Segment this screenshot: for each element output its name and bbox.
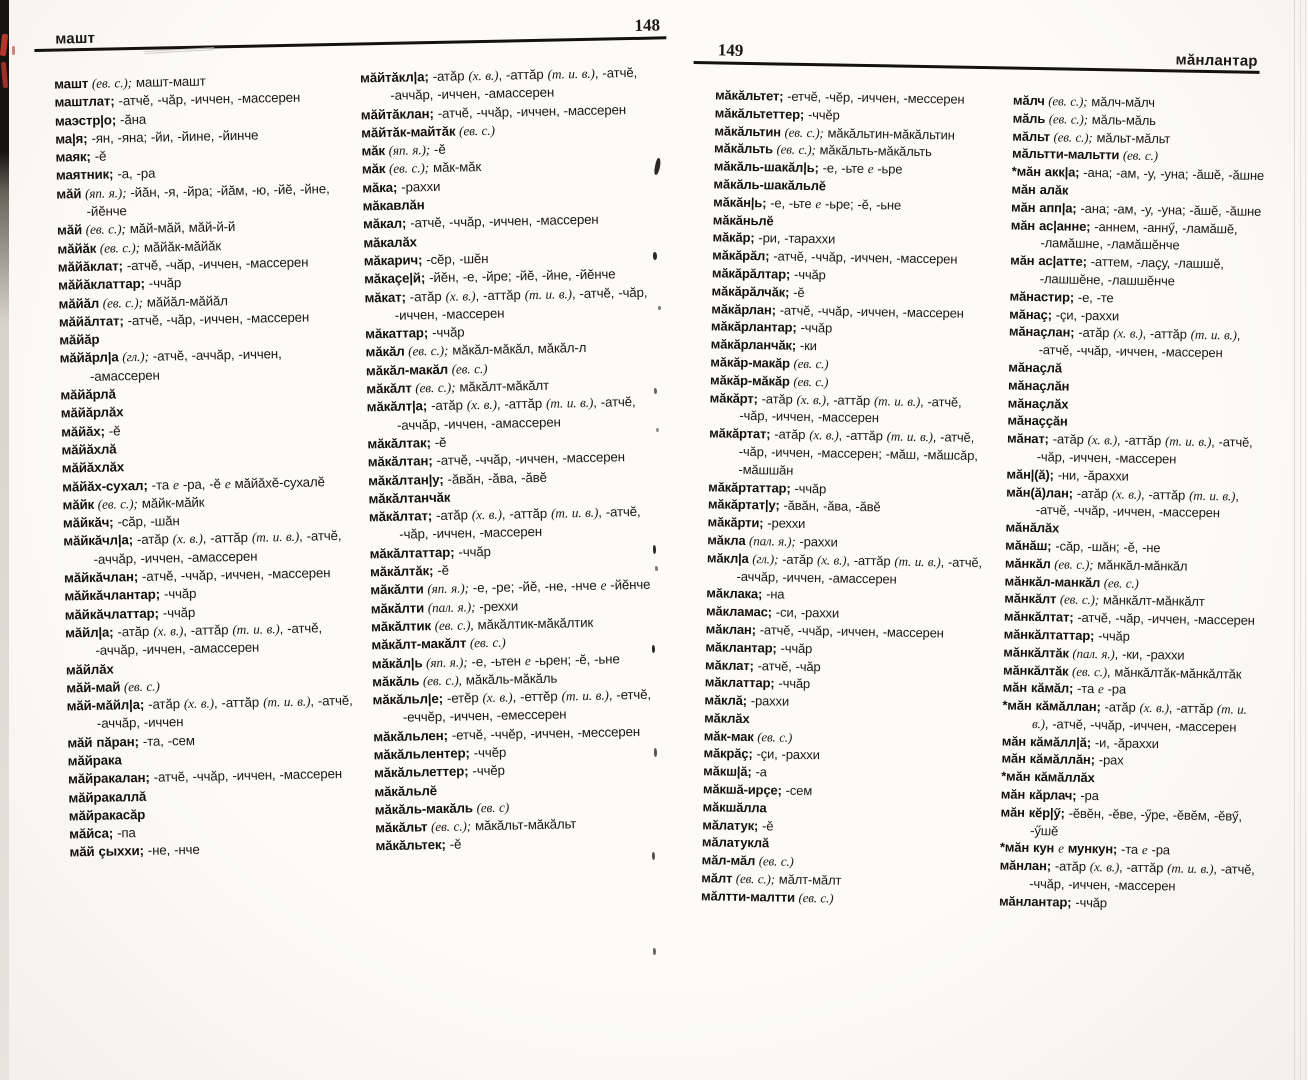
guide-word: машт: [55, 29, 96, 48]
dictionary-entry: мăкавлăн: [362, 197, 425, 214]
left-page: [34, 15, 683, 862]
page-stack-edge: [1300, 0, 1301, 1080]
dictionary-entry: мăкăрлантар; -ччăр: [710, 318, 833, 336]
dictionary-entry: мăйăхлă: [61, 441, 117, 458]
text-column: [360, 63, 678, 856]
dictionary-entry: мăк (яп. я.); -ĕ: [361, 141, 446, 159]
dictionary-entry: мăн кĕр|ӳ; -ĕвĕн, -ĕве, -ӳре, -ĕвĕм, -ĕвӳ, -ӳшĕ: [1000, 804, 1242, 839]
dictionary-entry: мăкăлти (пал. я.); -реххи: [370, 598, 519, 616]
dictionary-entry: *мăн кăмăллăх: [1001, 768, 1095, 786]
dictionary-entry: мăкăн|ь; -е, -ьте е -ьре; -ĕ, -ьне: [713, 194, 902, 213]
dictionary-entry: мăкăльлен; -етчĕ, -ччĕр, -иччен, -мессерен: [373, 723, 641, 745]
red-pen-mark: [12, 46, 15, 55]
dictionary-entry: мăйăл (ев. с.); мăйăл-мăйăл: [58, 292, 228, 312]
dictionary-entry: мăй-мăйл|а; -атăр (х. в.), -аттăр (т. и. в.), -атчĕ, -аччăр, -иччен: [66, 692, 353, 732]
dictionary-entry: мăкăльлентер; -ччĕр: [373, 744, 507, 763]
dictionary-entry: мăкăрăлтар; -ччăр: [711, 265, 826, 283]
dictionary-entry: мăкăлт-макăлт (ев. с.): [371, 634, 506, 653]
dictionary-entry: мăклантар; -ччăр: [705, 638, 813, 656]
dictionary-entry: мăйрака: [67, 752, 122, 769]
dictionary-entry: мăклан; -атчĕ, -ччăр, -иччен, -массерен: [705, 621, 944, 641]
dictionary-entry: маэстр|о; -ăна: [54, 111, 147, 129]
dictionary-entry: мăйăк (ев. с.); мăйăк-мăйăк: [57, 237, 222, 257]
dictionary-entry: мăнăш; -сăр, -шăн; -ĕ, -не: [1005, 537, 1161, 556]
dictionary-entry: мăкăль-шакăльлĕ: [713, 176, 827, 194]
dictionary-entry: мăкрăç; -çи, -раххи: [703, 745, 820, 763]
dictionary-entry: *мăн кăмăллан; -атăр (х. в.), -аттăр (т. и. в.), -атчĕ, -ччăр, -иччен, -массерен: [1002, 697, 1247, 735]
dictionary-entry: мăк (ев. с.); мăк-мăк: [361, 159, 482, 177]
pencil-scribble: [144, 47, 215, 64]
dictionary-entry: мăнаççăн: [1007, 412, 1068, 429]
dictionary-entry: мăлатуклă: [701, 834, 770, 851]
dictionary-entry: мăльтти-мальтти (ев. с.): [1011, 145, 1158, 164]
dictionary-entry: мăкăл|ь (яп. я.); -е, -ьтен е -ьрен; -ĕ, -ьне: [371, 650, 620, 671]
dictionary-entry: мăкăльтек; -ĕ: [375, 837, 462, 854]
dictionary-entry: мăкăльтин (ев. с.); мăкăльтин-мăкăльтин: [714, 122, 955, 143]
dictionary-entry: мăкăрăлчăк; -ĕ: [711, 283, 805, 300]
dictionary-entry: мăйăрлă: [60, 386, 116, 403]
dictionary-entry: мăкăл (ев. с.); мăкăл-мăкăл, мăкăл-л: [365, 340, 587, 360]
dictionary-entry: мăлч (ев. с.); мăлч-мăлч: [1012, 92, 1155, 111]
dictionary-entry: мăйкăчлантар; -ччăр: [64, 586, 197, 604]
dictionary-entry: мăкаçе|й; -йĕн, -е, -йре; -йĕ, -йне, -йĕнче: [363, 266, 616, 287]
dictionary-entry: мăка; -раххи: [362, 178, 441, 196]
gutter-speck: [652, 852, 655, 860]
dictionary-entry: мăнастир; -е, -те: [1009, 288, 1114, 306]
dictionary-entry: мăклă; -раххи: [704, 692, 790, 709]
dictionary-entry: мăлт (ев. с.); мăлт-мăлт: [701, 870, 842, 888]
dictionary-entry: мăкăлтан; -атчĕ, -ччăр, -иччен, -массерен: [367, 449, 625, 470]
dictionary-entry: мăкăрт; -атăр (х. в.), -аттăр (т. и. в.), -атчĕ, -чăр, -иччен, -массерен: [709, 389, 962, 426]
dictionary-entry: мăй (яп. я.); -йăн, -я, -йра; -йăм, -ю, -йĕ, -йне, -йĕнче: [56, 180, 330, 220]
dictionary-entry: мăн|(ă); -ни, -ăраххи: [1006, 466, 1129, 484]
dictionary-entry: мăнкăл (ев. с.); мăнкăл-мăнкăл: [1004, 555, 1188, 574]
text-column: [54, 70, 363, 862]
dictionary-entry: мăйракасăр: [68, 806, 146, 824]
dictionary-entry: мăлтти-малтти (ев. с.): [700, 888, 834, 906]
dictionary-entry: мăкăртат|у; -ăвăн, -ăва, -ăвĕ: [707, 496, 881, 515]
dictionary-entry: мăйтăклан; -атчĕ, -ччăр, -иччен, -массерен: [360, 101, 627, 123]
dictionary-entry: мăкăлтаттар; -ччăр: [369, 543, 491, 562]
page-number: 148: [634, 15, 661, 35]
dictionary-entry: мăнаç; -çи, -раххи: [1009, 306, 1120, 324]
dictionary-entry: мăйăх; -ĕ: [60, 422, 121, 440]
dictionary-entry: мăкшăлла: [702, 799, 767, 816]
dictionary-entry: мăкăлтак; -ĕ: [367, 434, 447, 452]
right-page: [679, 40, 1265, 914]
dictionary-entry: мăкăль-макăль (ев. с): [374, 799, 510, 818]
dictionary-entry: мăн(ă)лан; -атăр (х. в.), -аттăр (т. и. в.), -атчĕ, -ччăр, -иччен, -массерен: [1006, 484, 1239, 521]
dictionary-entry: маятник; -а, -ра: [55, 166, 156, 184]
dictionary-entry: мăнаçлан; -атăр (х. в.), -аттăр (т. и. в.), -атчĕ, -ччăр, -иччен, -массерен: [1008, 323, 1241, 361]
dictionary-entry: мăйкăчлан; -атчĕ, -ччăр, -иччен, -массерен: [63, 565, 331, 586]
dictionary-entry: мăн алăк: [1011, 181, 1069, 198]
dictionary-entry: мăкăлтăк; -ĕ: [369, 562, 450, 580]
dictionary-entry: мăнлантар; -ччăр: [998, 893, 1108, 911]
dictionary-entry: мăйăх-сухал; -та е -ра, -ĕ е мăйăхĕ-сухалĕ: [62, 473, 325, 495]
photo-edge: [0, 0, 9, 1080]
text-column: [701, 86, 999, 909]
dictionary-entry: мăк-мак (ев. с.): [703, 727, 793, 745]
dictionary-entry: мăн апп|а; -ана; -ам, -у, -уна; -ăшĕ, -ăшне: [1011, 199, 1262, 219]
dictionary-entry: мăнкăлтăк (пал. я.), -ки, -раххи: [1003, 644, 1185, 663]
dictionary-entry: мăкăртаттар; -ччăр: [708, 478, 827, 496]
dictionary-entry: мăкăльл|е; -етĕр (х. в.), -еттĕр (т. и. в.), -етчĕ, -еччĕр, -иччен, -емессерен: [372, 686, 652, 726]
dictionary-entry: мăйракаллă: [68, 788, 147, 806]
dictionary-entry: мăн ас|анне; -аннем, -аннӳ, -ламăшĕ, -ламăшне, -ламăшĕнче: [1010, 217, 1238, 253]
dictionary-entry: мăклака; -на: [706, 585, 785, 602]
dictionary-entry: мăкăрлан; -атчĕ, -ччăр, -иччен, -массерен: [711, 300, 964, 321]
dictionary-entry: мăкал; -атчĕ, -ччăр, -иччен, -массерен: [362, 212, 599, 232]
dictionary-entry: мăн кăмăллăн; -рах: [1001, 750, 1124, 769]
dictionary-entry: мăйтăкл|а; -атăр (х. в.), -аттăр (т. и. в.), -атчĕ, -аччăр, -иччен, -амассерен: [359, 64, 638, 104]
dictionary-entry: мăкăлтат; -атăр (х. в.), -аттăр (т. и. в.), -атчĕ, -чăр, -иччен, -массерен: [368, 504, 641, 543]
dictionary-entry: мăль (ев. с.); мăль-мăль: [1012, 110, 1156, 128]
gutter-speck: [653, 948, 656, 955]
dictionary-entry: мăкăль (ев. с.), мăкăль-мăкăль: [372, 670, 558, 690]
left-page-columns: [35, 63, 683, 862]
dictionary-entry: мăкăльт (ев. с.); мăкăльт-мăкăльт: [374, 816, 577, 836]
dictionary-entry: мăкăлт|а; -атăр (х. в.), -аттăр (т. и. в.), -атчĕ, -аччăр, -иччен, -амассерен: [366, 394, 636, 433]
dictionary-entry: мăйкăчл|а; -атăр (х. в.), -аттăр (т. и. в.), -атчĕ, -аччăр, -иччен, -амассерен: [63, 528, 342, 567]
dictionary-entry: мăкш|ă; -а: [703, 763, 767, 780]
dictionary-entry: маштлат; -атчĕ, -чăр, -иччен, -массерен: [54, 89, 301, 110]
dictionary-entry: мăнкăлт (ев. с.); мăнкăлт-мăнкăлт: [1004, 590, 1205, 610]
dictionary-entry: мăлатук; -ĕ: [702, 816, 774, 834]
dictionary-entry: мăйлăх: [65, 661, 114, 677]
dictionary-entry: мăклăх: [704, 710, 750, 726]
dictionary-entry: мăкăлт (ев. с.); мăкăлт-мăкăлт: [366, 377, 550, 397]
dictionary-entry: мăн кăмăл; -та е -ра: [1002, 679, 1127, 697]
dictionary-entry: мăкăньлĕ: [712, 211, 774, 228]
dictionary-entry: маяк; -ĕ: [55, 148, 107, 165]
dictionary-entry: мăклат; -атчĕ, -чăр: [704, 656, 821, 674]
dictionary-entry: мăкăрланчăк; -ки: [710, 336, 817, 354]
dictionary-entry: *мăн кун е мункун; -та е -ра: [999, 839, 1171, 858]
dictionary-entry: мăнкăлтаттар; -ччăр: [1003, 626, 1130, 644]
dictionary-entry: мăкл|а (гл.); -атăр (х. в.), -аттăр (т. и. в.), -атчĕ, -аччăр, -иччен, -амассерен: [706, 550, 983, 587]
dictionary-entry: мăклаттар; -ччăр: [704, 674, 811, 692]
page-number: 149: [717, 40, 744, 60]
dictionary-entry: мăйк (ев. с.); мăйк-мăйк: [62, 494, 205, 513]
dictionary-entry: мăкăлтанчăк: [368, 489, 451, 507]
dictionary-entry: машт (ев. с.); машт-машт: [53, 73, 206, 92]
dictionary-entry: мăйл|а; -атăр (х. в.), -аттăр (т. и. в.), -атчĕ, -аччăр, -иччен, -амассерен: [64, 620, 323, 659]
dictionary-entry: мăкăрти; -реххи: [707, 514, 806, 532]
dictionary-entry: мăкăл-макăл (ев. с.): [365, 360, 488, 379]
dictionary-entry: мăкăр-макăр (ев. с.): [710, 354, 829, 372]
dictionary-entry: мăнаçлă: [1008, 359, 1063, 376]
dictionary-entry: мăйăхлăх: [61, 459, 125, 476]
dictionary-entry: мăнаçлăн: [1007, 377, 1070, 394]
dictionary-entry: мăйракалан; -атчĕ, -ччăр, -иччен, -массерен: [67, 766, 343, 787]
dictionary-entry: мăйтăк-майтăк (ев. с.): [361, 122, 495, 141]
dictionary-entry: мăльт (ев. с.); мăльт-мăльт: [1012, 128, 1171, 146]
dictionary-entry: мăкăртат; -атăр (х. в.), -аттăр (т. и. в.), -атчĕ, -чăр, -иччен, -массерен; -мăш, -мăшсăр, -мăшшăн: [709, 425, 978, 478]
dictionary-entry: мăкăлтик (ев. с.), мăкăлтик-мăкăлтик: [370, 614, 594, 635]
dictionary-entry: мăкăльлĕ: [374, 782, 438, 799]
dictionary-entry: мăкăлти (яп. я.); -е, -ре; -йĕ, -не, -нче е -йĕнче: [370, 577, 651, 598]
dictionary-entry: мăйăлтат; -атчĕ, -чăр, -иччен, -массерен: [58, 309, 310, 330]
dictionary-entry: ма|я; -ян, -яна; -йи, -йине, -йинче: [55, 127, 259, 147]
dictionary-entry: мăйăрл|а (гл.); -атчĕ, -аччăр, -иччен, -амассерен: [59, 346, 282, 384]
page-stack-edge: [1305, 0, 1306, 1080]
dictionary-entry: мăй пăран; -та, -сем: [67, 732, 195, 751]
page-stack-edge: [1294, 0, 1295, 1080]
dictionary-entry: мăкаттар; -ччăр: [365, 324, 465, 342]
dictionary-entry: мăнкăлтăк (ев. с.), мăнкăлтăк-мăнкăлтăк: [1002, 661, 1242, 682]
dictionary-entry: мăй-май (ев. с.): [66, 678, 160, 696]
dictionary-entry: мăн ас|атте; -аттем, -лаçу, -лашшĕ, -лашшĕне, -лашшĕнче: [1010, 252, 1224, 289]
dictionary-entry: *мăн акк|а; -ана; -ам, -у, -уна; -ăшĕ, -ăшне: [1011, 163, 1265, 184]
dictionary-entry: мăкарич; -сĕр, -шĕн: [363, 250, 489, 269]
dictionary-entry: мăйăклаттар; -ччăр: [58, 275, 182, 293]
dictionary-entry: мăкла (пал. я.); -раххи: [707, 532, 838, 550]
dictionary-entry: мăн кăмăлл|ă; -и, -ăраххи: [1001, 733, 1160, 751]
dictionary-entry: мăнкăл-манкăл (ев. с.): [1004, 573, 1139, 591]
dictionary-entry: мăйкăч; -сăр, -шăн: [62, 513, 180, 531]
dictionary-entry: мăл-мăл (ев. с.): [701, 852, 794, 870]
dictionary-entry: мăкăр-мăкăр (ев. с.): [709, 372, 829, 390]
dictionary-entry: мăй (ев. с.); мăй-мăй, мăй-й-й: [56, 219, 236, 238]
dictionary-entry: мăнăлăх: [1005, 519, 1060, 536]
dictionary-entry: мăнлан; -атăр (х. в.), -аттăр (т. и. в.), -атчĕ, -ччăр, -иччен, -массерен: [999, 857, 1255, 894]
dictionary-entry: мăкăльть (ев. с.); мăкăльть-мăкăльть: [713, 140, 932, 160]
dictionary-entry: мăнаçлăх: [1007, 395, 1069, 412]
dictionary-entry: мăйкăчлаттар; -ччăр: [64, 604, 196, 623]
right-page-columns: [679, 86, 1265, 914]
dictionary-entry: мăкалăх: [363, 234, 417, 251]
dictionary-entry: мăкăльтет; -етчĕ, -чĕр, -иччен, -мессерен: [714, 87, 965, 107]
dictionary-entry: мăкăрăл; -атчĕ, -ччăр, -иччен, -массерен: [712, 247, 958, 267]
dictionary-entry: мăнат; -атăр (х. в.), -аттăр (т. и. в.), -атчĕ, -чăр, -иччен, -массерен: [1006, 430, 1253, 467]
dictionary-entry: мăкăр; -ри, -тараххи: [712, 229, 836, 247]
dictionary-entry: мăнкăлтат; -атчĕ, -чăр, -иччен, -массерен: [1003, 608, 1255, 628]
dictionary-entry: мăкăльлеттер; -ччĕр: [373, 762, 505, 781]
dictionary-entry: мăйăрлăх: [60, 404, 124, 421]
guide-word: мăнлантар: [1175, 51, 1258, 70]
dictionary-entry: мăкăль-шакăл|ь; -е, -ьте е -ьре: [713, 158, 903, 177]
dictionary-entry: мăкăльтеттер; -ччĕр: [714, 105, 840, 123]
dictionary-entry: мăн кăрлач; -ра: [1000, 786, 1099, 804]
dictionary-entry: мăкăлтан|у; -ăвăн, -ăва, -ăвĕ: [367, 469, 547, 488]
dictionary-entry: мăкат; -атăр (х. в.), -аттăр (т. и. в.), -атчĕ, -чăр, -иччен, -массерен: [364, 284, 648, 323]
dictionary-entry: мăйăклат; -атчĕ, -чăр, -иччен, -массерен: [57, 254, 309, 275]
dictionary-entry: мăкламас; -си, -раххи: [705, 603, 840, 621]
dictionary-entry: мăйса; -па: [69, 825, 136, 842]
text-column: [999, 92, 1275, 915]
dictionary-entry: мăй çыххи; -не, -нче: [69, 842, 200, 860]
dictionary-entry: мăйăр: [59, 331, 100, 348]
dictionary-entry: мăкшă-ирçе; -сем: [702, 781, 813, 799]
